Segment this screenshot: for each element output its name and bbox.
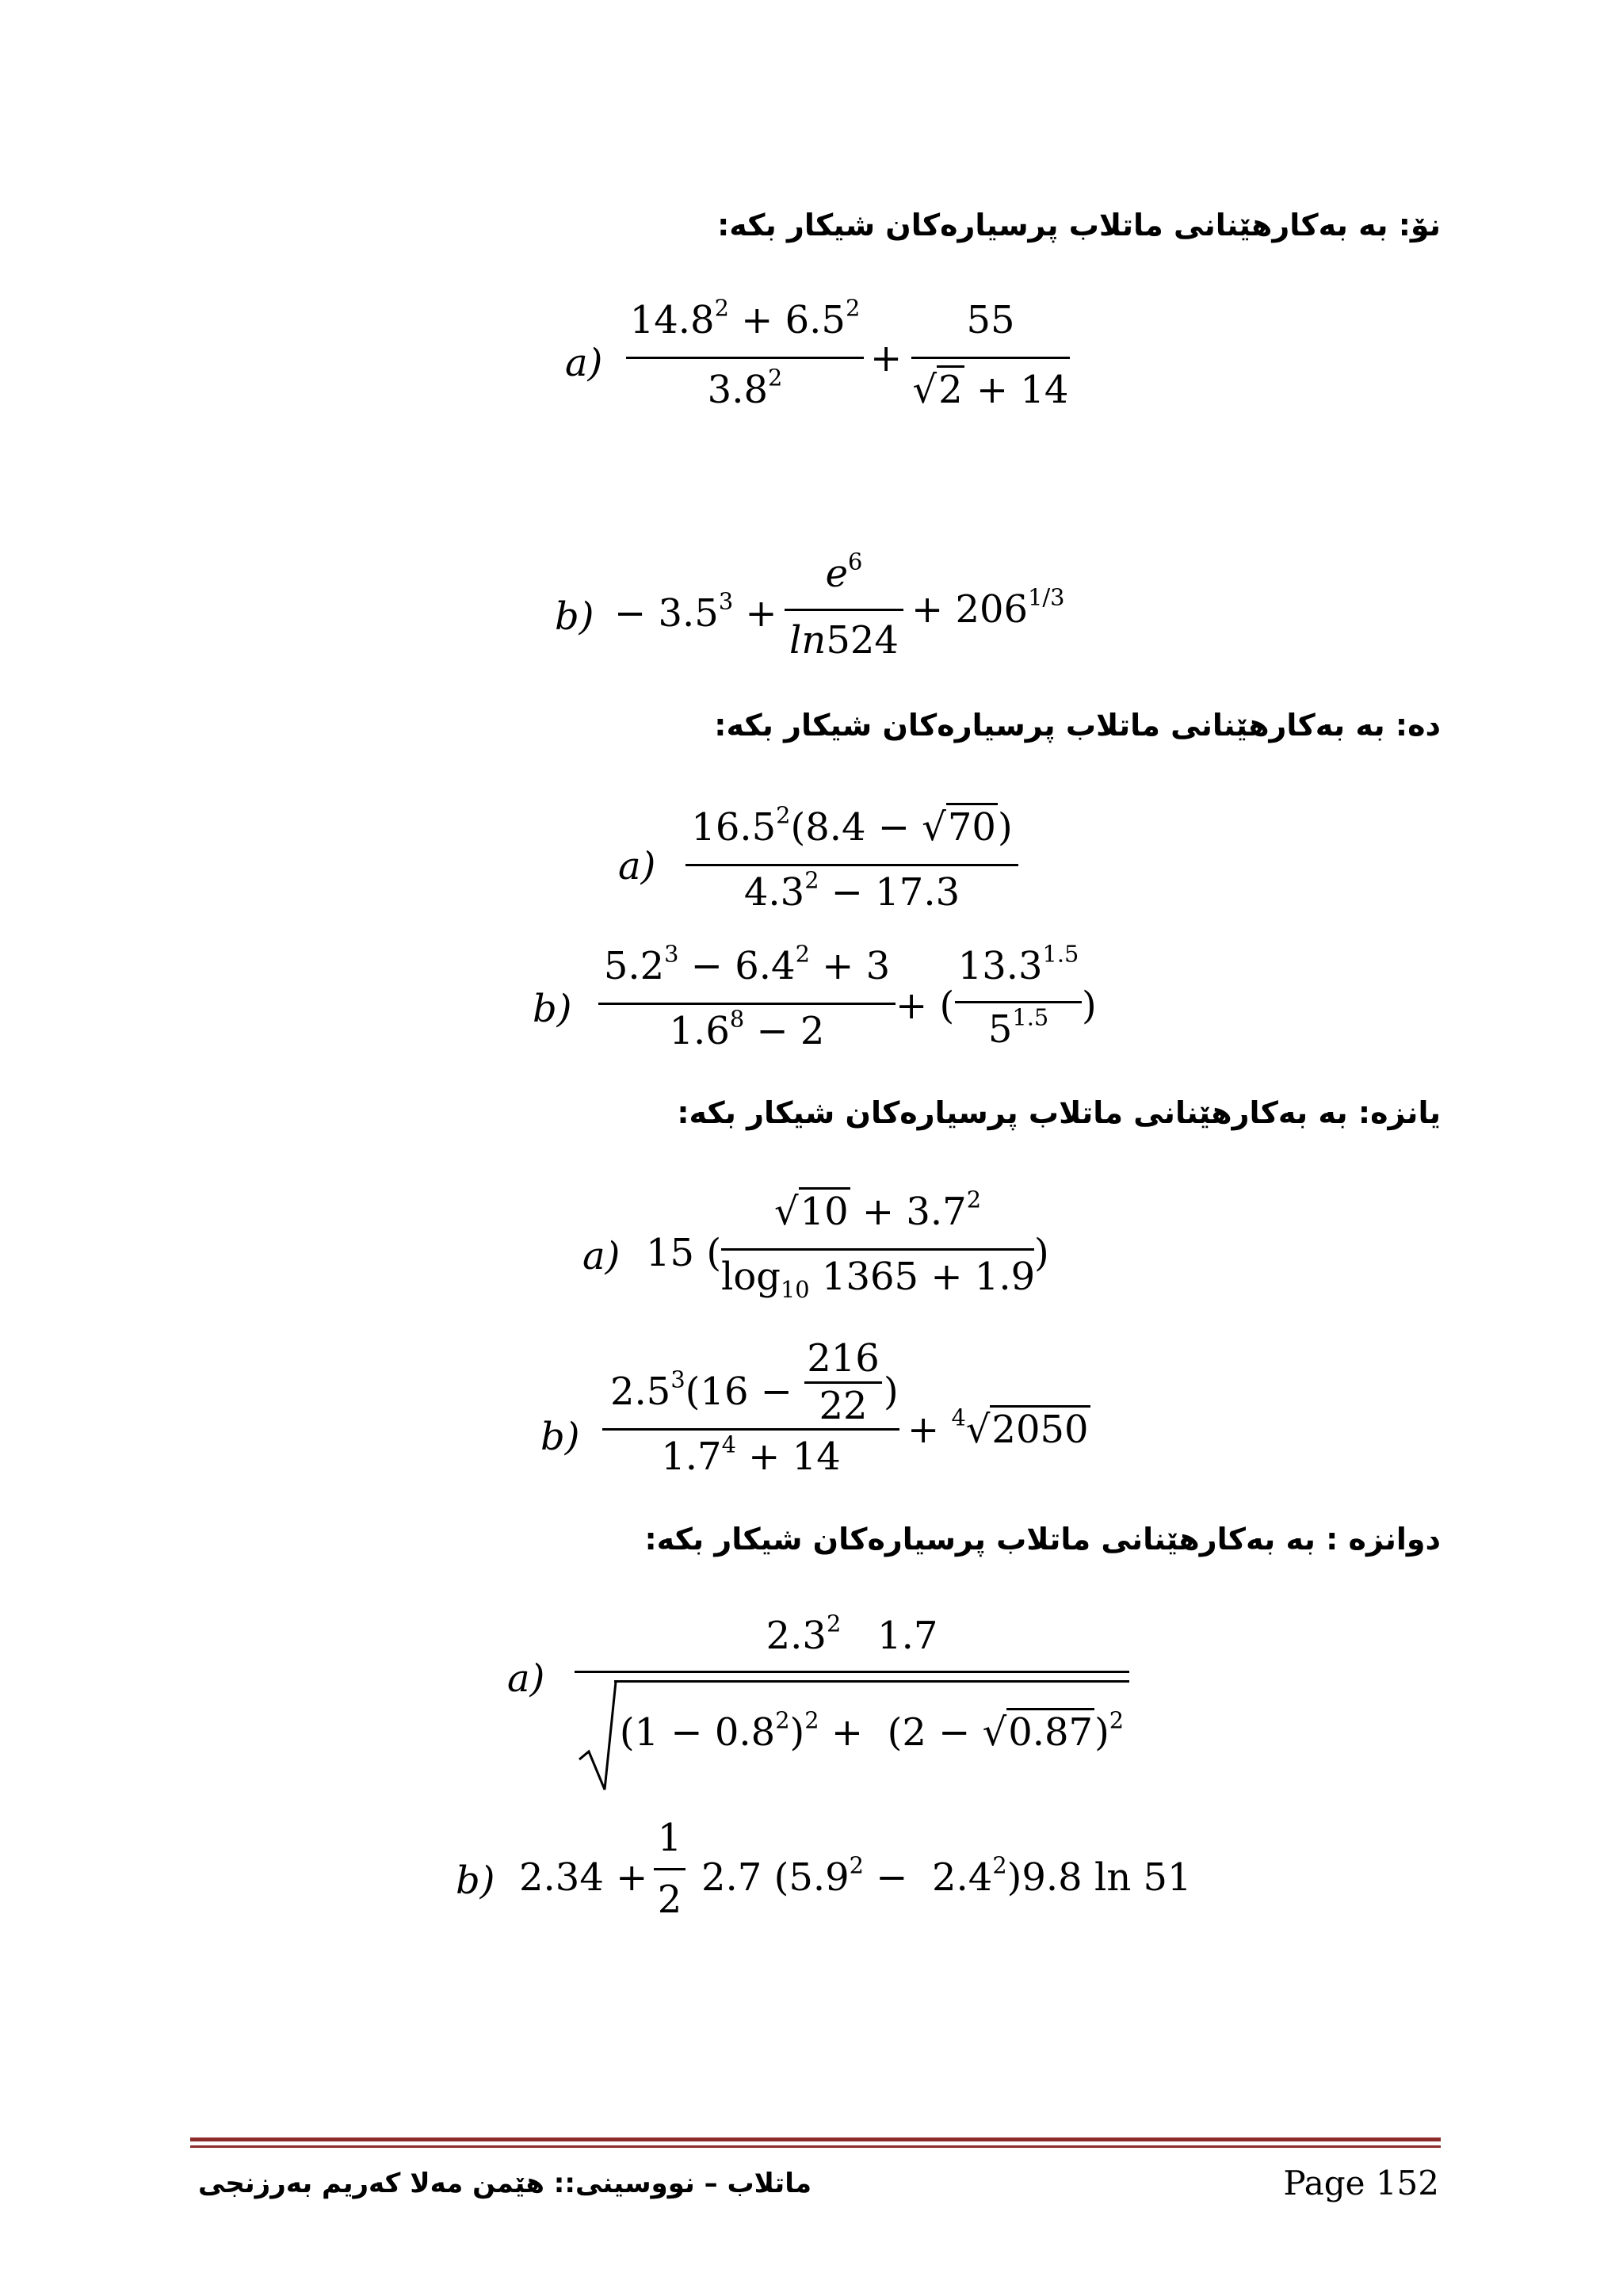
question-10-heading: دە: بە بەکارهێنانی ماتلاب پرسیارەکان شیکار بکە: bbox=[714, 708, 1441, 743]
page-number: Page 152 bbox=[1283, 2164, 1439, 2202]
footer-rule bbox=[190, 2145, 1441, 2148]
label-a: a) bbox=[507, 1656, 545, 1701]
question-12-heading: دوانزە : بە بەکارهێنانی ماتلاب پرسیارەکان شیکار بکە: bbox=[644, 1522, 1441, 1557]
footer-rule bbox=[190, 2137, 1441, 2141]
fraction: 1 2 bbox=[654, 1819, 685, 1938]
footer-author: ماتلاب – نووسینی:: هێمن مەلا کەریم بەرزنجی bbox=[198, 2168, 812, 2199]
label-b: b) bbox=[533, 987, 572, 1031]
fraction: $5.2^3 - 6.4^2 + 3$ $1.6^8 - 2$ bbox=[598, 947, 896, 1058]
fraction: $√10 + 3.7^2$ $\log_{10} 1365 + 1.9$ bbox=[721, 1186, 1036, 1304]
fraction: $2.3^2$ 1.7 $(1 - 0.8^2)^2 + (2 - √0.87)^2$ bbox=[575, 1617, 1129, 1799]
label-a: a) bbox=[565, 341, 603, 385]
fraction: 55 √2 + 14 bbox=[912, 298, 1069, 412]
question-11-heading: یانزە: بە بەکارهێنانی ماتلاب پرسیارەکان شیکار بکە: bbox=[677, 1095, 1441, 1130]
fraction: $14.8^2 + 6.5^2$ $3.8^2$ bbox=[626, 301, 864, 412]
fraction: $16.5^2(8.4 - √70)$ $4.3^2 - 17.3$ bbox=[685, 808, 1018, 919]
label-a: a) bbox=[582, 1234, 621, 1278]
label-b: b) bbox=[456, 1859, 495, 1903]
question-9-heading: نۆ: بە بەکارهێنانی ماتلاب پرسیارەکان شیکار بکە: bbox=[717, 208, 1441, 243]
fraction: $13.3^{1.5}$ $5^{1.5}$ bbox=[955, 947, 1082, 1058]
fraction: $2.5^3(16$ − 216 22 ) $1.7^4 + 14$ bbox=[602, 1339, 899, 1482]
label-a: a) bbox=[618, 844, 656, 888]
label-b: b) bbox=[555, 594, 594, 639]
fraction: $e^6$ ln524 bbox=[785, 555, 903, 666]
label-b: b) bbox=[540, 1415, 580, 1459]
